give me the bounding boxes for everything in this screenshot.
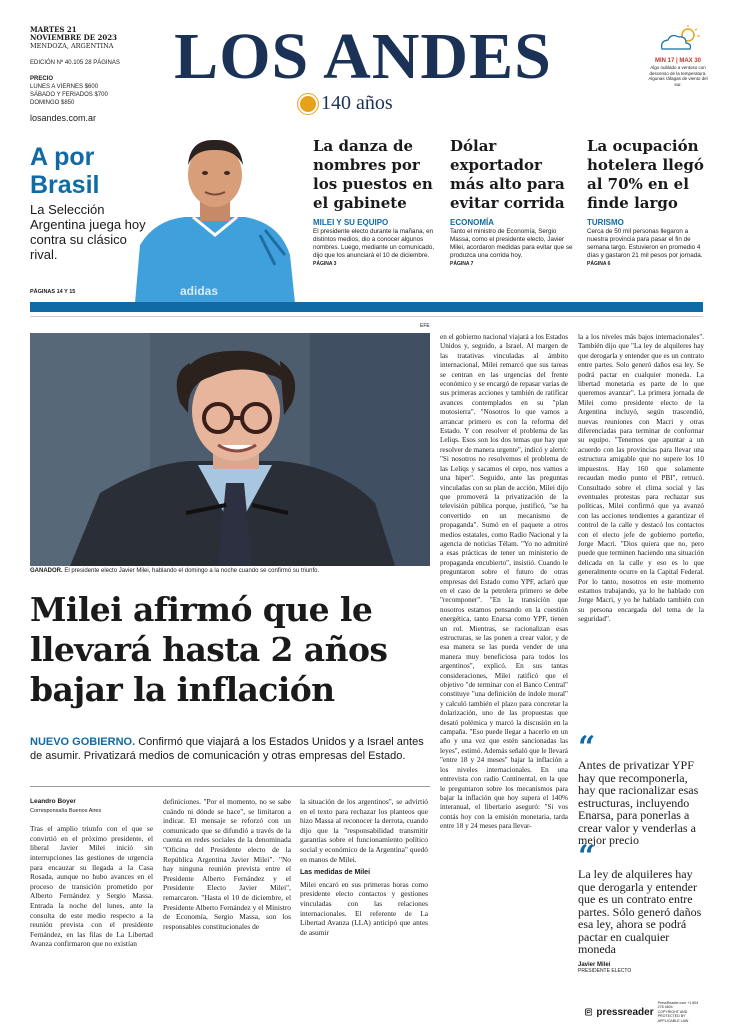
column-subhead: Las medidas de Milei [300, 869, 371, 877]
story-kicker: TURISMO [587, 218, 624, 227]
story-text: Tanto el ministro de Economía, Sergio Massa, como el presidente electo, Javier Milei, acordaron medidas para evitar que se produzca una corrida hoy. [450, 228, 573, 259]
column-text: Milei encaró en sus primeras horas como presidente electo contactos y gestiones vinculadas con las relaciones internacionales. El referente de La Libertad Avanza (LLA) anticipó que antes de asumir [300, 879, 428, 937]
quote-text: La ley de alquileres hay que derogarla y entender que es un contrato entre partes. Sólo generó daños esa ley, ahora se podrá pactar en cualquier moneda [578, 867, 702, 956]
weather-box [648, 25, 708, 91]
weather-cloud-sun-icon [648, 25, 708, 53]
milei-portrait [30, 333, 430, 566]
issue-edition: EDICIÓN Nº 40.105 28 PÁGINAS [30, 60, 120, 66]
issue-date: MARTES 21 NOVIEMBRE DE 2023 [30, 25, 117, 42]
divider-line [30, 786, 430, 787]
issue-city: MENDOZA, ARGENTINA [30, 42, 114, 50]
story-text: El presidente electo durante la mañana, en distintos medios, dio a conocer algunos nombres. Luego, mediante un comunicado, dijo que los anunciará el 10 de diciembre. [313, 228, 435, 259]
sun-icon [300, 96, 316, 112]
main-lead [30, 735, 430, 763]
article-column-2 [163, 797, 291, 995]
price-line: SÁBADO Y FERIADOS $700 [30, 92, 108, 98]
pressreader-line: COPYRIGHT AND PROTECTED BY APPLICABLE LAW [657, 1009, 689, 1023]
pressreader-line: PressReader.com +1 604 278 4604 [657, 1000, 699, 1010]
article-column-1 [30, 797, 153, 995]
anniversary-text: 140 años [321, 92, 393, 114]
column-text: Tras el amplio triunfo con el que se convirtió en el próximo presidente, el liberal Javier Milei inició sin interrupciones las gestiones de urgencia para encauzar su llegada a la Casa Rosada, aunque no hubo avances en el proceso de transición prometido por Alberto Fernández y Sergio Massa. Entrada la noche del lunes, ante la consulta de este medio respecto a la reunión prevista con el presidente Fernández, en las filas de La Libertad Avanza confirmaron que no existían [30, 824, 153, 949]
column-text: definiciones. "Por el momento, no se sabe cuándo ni dónde se hace", se limitaron a indicar. El mensaje se reforzó con un comunicado que se difundió a través de la cuenta en redes sociales de la denominada "Oficina del Presidente electo de la República Argentina Javier Milei". "No hay ninguna reunión prevista entre el Presidente Alberto Fernández y el Presidente Electo Javier Milei", remarcaron. "Hasta el 10 de diciembre, el Presidente Alberto Fernández y el Ministro de Economía, Sergio Massa, son los responsables constitucionales de [163, 797, 291, 931]
story-page: PÁGINA 6 [587, 261, 611, 267]
hero-subtitle: La Selección Argentina juega hoy contra su clásico rival. [30, 202, 146, 262]
pull-quote-2 [578, 839, 704, 974]
weather-temps: MIN 17 | MAX 30 [654, 58, 702, 64]
masthead-left-info [30, 26, 120, 107]
column-text: la situación de los argentinos", se advirtió en el texto para rechazar los planteos que hizo Massa al reconocer la derrota, cuando dijo que la "responsabilidad transmitir garantías sobre el funcionamiento político social y económico de la Argentina" quedó en manos de Milei. [300, 797, 428, 864]
story-kicker: ECONOMÍA [450, 218, 494, 227]
photo-caption [30, 568, 430, 574]
story-page: PÁGINA 7 [450, 261, 474, 267]
byline-author: Leandro Boyer [30, 798, 76, 805]
caption-label: GANADOR. [30, 568, 63, 574]
pull-quote-1 [578, 730, 704, 847]
quote-role: PRESIDENTE ELECTO [578, 967, 632, 974]
section-divider-band [30, 302, 703, 312]
pressreader-info [658, 1001, 705, 1024]
column-text: en el gobierno nacional viajará a los Estados Unidos y, seguido, a Israel. Al margen de las tratativas vinculadas al ámbito internacional, Milei remarcó que sus tareas se centran en las urgencias del frente económico y se encargó de repasar varias de sus primeras acciones y también de ratificar avances contemplados en su "plan motosierra". "Nosotros lo que vamos a arrancar primero es con la reforma del Estado. Y con resolver el problema de las Leliqs. Esos son los dos temas que hay que resolver de manera urgente", indicó y alertó: "Si nosotros no resolvemos el problema de las Leliqs y sacamos el cepo, nos vamos a una hiper". Seguido, ante las preguntas vinculadas con su plan de acción, Milei dijo que promoverá la privatización de la televisión pública porque, justificó, "se ha convertido en un mecanismo de propaganda". Sumó en el paquete a otros medios estatales, como Radio Nacional y la agencia de noticias Télam. "Yo no admitiré a esas prácticas de tener un ministerio de propaganda encubierto", insistió. Cuando le preguntaron sobre el futuro de otras empresas del Estado como YPF, aclaró que en el caso de la petrolera primero se debe "recomponer". "En la transición que nosotros estamos pensando en la cuestión energética, tanto Enarsa como YPF, tienen un rol. Mientras, se racionalizan esas estructuras, se las ponen a crear valor, y de esa manera se las pueda vender de una manera muy beneficiosa para todos los argentinos", explicó. En sus tantas consideraciones, Milei ratificó que el objetivo "de terminar con el Banco Central" constituye "una definición de índole moral" y calculó también el plazo para concretar la dolarización, uno de las propuestas que desató polémica y marcó la discusión en la campaña. "Eso puede llegar a hacerlo en un año y una vez que estén sancionadas las leyes", estimó. Además señaló que le llevará "entre 18 y 24 meses" bajar la inflación a los niveles internacionales. En una entrevista con radio Continental, en la que le preguntaron sobre los mecanismos para bajar la inflación que hoy supera el 140% interanual, el libertario aseguró: "Si vos contás hoy con la emisión monetaria, tarda entre 18 y 24 meses para llevar- [440, 333, 568, 831]
story-headline: Dólar exportador más alto para evitar corrida [450, 137, 565, 212]
price-label: PRECIO [30, 76, 54, 82]
price-line: DOMINGO $850 [30, 100, 75, 106]
story-text: Cerca de 50 mil personas llegaron a nuestra provincia para pasar el fin de semana largo. Estuvieron en promedio 4 días y gastaron 21 mil pesos por jornada. [587, 228, 703, 259]
story-page: PÁGINA 3 [313, 261, 337, 267]
coach-photo [135, 135, 295, 303]
story-headline: La ocupación hotelera llegó al 70% en el finde largo [587, 137, 704, 212]
main-photo [30, 333, 430, 566]
article-column-3 [300, 797, 428, 995]
website-url: losandes.com.ar [30, 113, 97, 123]
quote-mark-icon: “ [578, 839, 596, 874]
article-column-4 [440, 333, 568, 995]
story-hotelera[interactable] [587, 137, 705, 267]
weather-note: Algo nublado a ventoso con descenso de la temperatura. Algunas ráfagas de viento del sur. [648, 65, 708, 87]
pressreader-brand: pressreader [596, 1006, 654, 1018]
divider-line [30, 316, 703, 317]
story-gabinete[interactable] [313, 137, 441, 267]
lead-kicker: NUEVO GOBIERNO. [30, 736, 136, 748]
quote-text: Antes de privatizar YPF hay que recomponerla, hay que racionalizar esas estructuras, incluyendo Enarsa, para ponerlas a crear valor y venderlas a mejor precio [578, 758, 699, 847]
pressreader-logo-icon [585, 1005, 592, 1019]
hero-page-ref: PÁGINAS 14 Y 15 [30, 289, 76, 295]
column-text: la a los niveles más bajos internacionales". También dijo que "La ley de alquileres hay que derogarla y entender que es un contrato entre partes. Solo generó daños esa ley. Se podrá pactar en cualquier moneda. La libertad monetaria es parte de lo que queremos avanzar". La primera jornada de Milei como presidente electo de la Argentina incluyó, según trascendió, nuevas reuniones con Macri y otras diferenciadas para terminar de conformar su equipo. "Tenemos que apuntar a un acuerdo con las provincias para llevar una estructura amigable que no supere los 10 impuestos. Hay 160 que solamente recaudan medio punto el PBI", retrucó. Consultado sobre el clima social y las eventuales protestas para rechazar sus políticas, Milei confirmó que ya avanzó con las acciones tendientes a garantizar el control de la calle y destacó los contactos con el electo jefe de gobierno porteño, Jorge Macri. "Dios quiera que no, pero puede que terminen haciendo una situación delicada en la calle y eso es lo que generalmente ocurre en la Capital Federal. Por lo tanto, nosotros en este momento estamos trabajando, ya lo he hablado con Jorge Macri, y yo he hablado también con su persona encargada del tema de la seguridad". [578, 333, 704, 624]
photo-credit: EFE [420, 323, 430, 329]
price-line: LUNES A VIERNES $600 [30, 84, 99, 90]
article-column-5 [578, 333, 704, 728]
lead-text: Confirmó que viajará a los Estados Unidos y a Israel antes de asumir. Privatizará medios de comunicación y otras empresas del Estado. [30, 736, 424, 762]
hero-headline[interactable]: A por Brasil [30, 143, 100, 199]
newspaper-logo: LOS ANDES [174, 20, 552, 93]
anniversary-badge [300, 92, 393, 115]
quote-author: Javier Milei [578, 961, 611, 968]
caption-text: El presidente electo Javier Milei, hablando el domingo a la noche cuando se confirmó su triunfo. [64, 568, 320, 574]
svg-text:adidas: adidas [180, 284, 219, 298]
main-headline[interactable]: Milei afirmó que le llevará hasta 2 años bajar la inflación [30, 590, 388, 709]
byline-role: Corresponsalía Buenos Aires [30, 807, 102, 814]
story-kicker: MILEI Y SU EQUIPO [313, 218, 389, 227]
story-headline: La danza de nombres por los puestos en el gabinete [313, 137, 433, 212]
pressreader-footer[interactable] [585, 1001, 705, 1023]
story-dolar[interactable] [450, 137, 575, 267]
quote-mark-icon: “ [578, 730, 596, 765]
